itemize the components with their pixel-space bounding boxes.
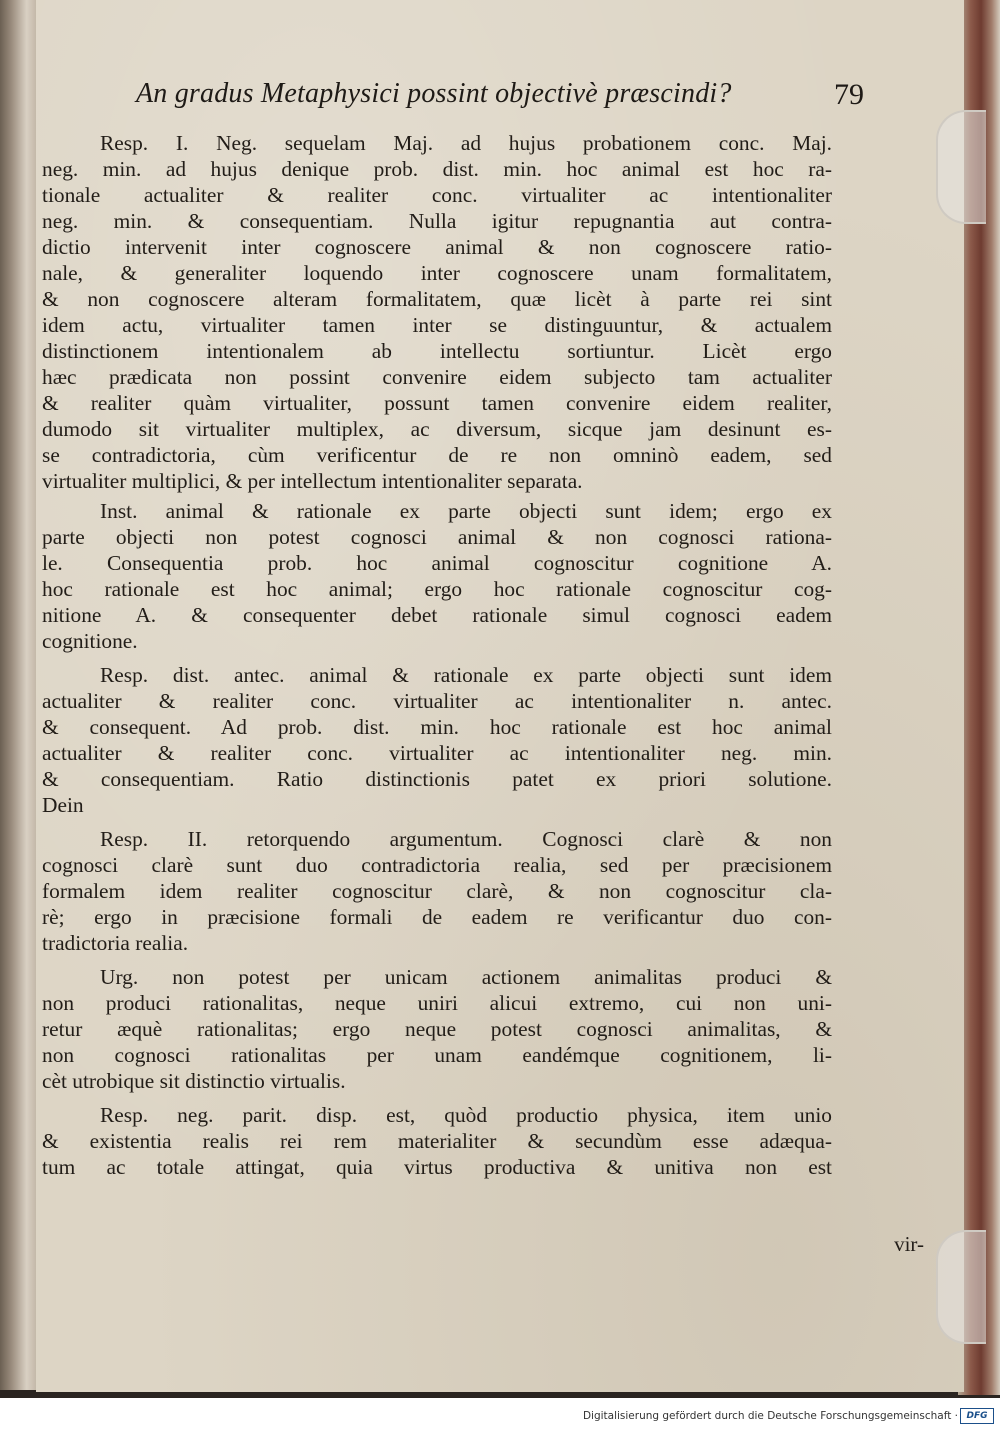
text-line: virtualiter multiplici, & per intellectum intentionaliter separata. bbox=[42, 469, 583, 493]
page-clip-bottom bbox=[936, 1230, 986, 1344]
text-line: tum ac totale attingat, quia virtus productiva & unitiva non est bbox=[42, 1155, 832, 1179]
catchword: vir- bbox=[894, 1232, 924, 1256]
running-title: An gradus Metaphysici possint objectivè præscindi? bbox=[136, 78, 732, 109]
text-line: retur æquè rationalitas; ergo neque potest cognosci animalitas, & bbox=[42, 1017, 832, 1041]
text-line: nitione A. & consequenter debet rationale simul cognosci eadem bbox=[42, 603, 832, 627]
text-line: non cognosci rationalitas per unam eandémque cognitionem, li- bbox=[42, 1043, 832, 1067]
text-line: non produci rationalitas, neque uniri alicui extremo, cui non uni- bbox=[42, 991, 832, 1015]
dfg-logo-icon: DFG bbox=[960, 1408, 994, 1424]
text-line: dumodo sit virtualiter multiplex, ac diversum, sicque jam desinunt es- bbox=[42, 417, 832, 441]
text-line: neg. min. ad hujus denique prob. dist. min. hoc animal est hoc ra- bbox=[42, 157, 832, 181]
text-line: le. Consequentia prob. hoc animal cognoscitur cognitione A. bbox=[42, 551, 832, 575]
text-line: Dein bbox=[42, 793, 84, 817]
text-line: & consequentiam. Ratio distinctionis patet ex priori solutione. bbox=[42, 767, 832, 791]
text-line: Resp. II. retorquendo argumentum. Cognosci clarè & non bbox=[100, 827, 832, 851]
page-header bbox=[136, 78, 864, 118]
page-number: 79 bbox=[834, 78, 864, 111]
page-clip-top bbox=[936, 110, 986, 224]
text-line: Urg. non potest per unicam actionem animalitas produci & bbox=[100, 965, 832, 989]
body-text bbox=[42, 130, 832, 1180]
text-line: se contradictoria, cùm verificentur de re non omninò eadem, sed bbox=[42, 443, 832, 467]
text-line: parte objecti non potest cognosci animal & non cognosci rationa- bbox=[42, 525, 832, 549]
text-line: Inst. animal & rationale ex parte objecti sunt idem; ergo ex bbox=[100, 499, 832, 523]
text-line: distinctionem intentionalem ab intellectu sortiuntur. Licèt ergo bbox=[42, 339, 832, 363]
previous-page-edge bbox=[0, 0, 38, 1390]
text-line: Resp. dist. antec. animal & rationale ex parte objecti sunt idem bbox=[100, 663, 832, 687]
book-page bbox=[36, 0, 964, 1392]
text-line: Resp. I. Neg. sequelam Maj. ad hujus probationem conc. Maj. bbox=[100, 131, 832, 155]
funding-credit: Digitalisierung gefördert durch die Deutsche Forschungsgemeinschaft · bbox=[582, 1410, 958, 1422]
text-line: nale, & generaliter loquendo inter cognoscere unam formalitatem, bbox=[42, 261, 832, 285]
text-line: & existentia realis rei rem materialiter & secundùm esse adæqua- bbox=[42, 1129, 832, 1153]
text-line: rè; ergo in præcisione formali de eadem re verificantur duo con- bbox=[42, 905, 832, 929]
text-line: cognosci clarè sunt duo contradictoria realia, sed per præcisionem bbox=[42, 853, 832, 877]
text-line: hoc rationale est hoc animal; ergo hoc rationale cognoscitur cog- bbox=[42, 577, 832, 601]
text-line: tradictoria realia. bbox=[42, 931, 189, 955]
text-line: hæc prædicata non possint convenire eidem subjecto tam actualiter bbox=[42, 365, 832, 389]
text-line: & consequent. Ad prob. dist. min. hoc rationale est hoc animal bbox=[42, 715, 832, 739]
text-line: actualiter & realiter conc. virtualiter ac intentionaliter n. antec. bbox=[42, 689, 832, 713]
text-line: neg. min. & consequentiam. Nulla igitur repugnantia aut contra- bbox=[42, 209, 832, 233]
text-line: tionale actualiter & realiter conc. virtualiter ac intentionaliter bbox=[42, 183, 832, 207]
text-line: idem actu, virtualiter tamen inter se distinguuntur, & actualem bbox=[42, 313, 832, 337]
text-line: cognitione. bbox=[42, 629, 138, 653]
text-line: actualiter & realiter conc. virtualiter ac intentionaliter neg. min. bbox=[42, 741, 832, 765]
text-line: Resp. neg. parit. disp. est, quòd productio physica, item unio bbox=[100, 1103, 832, 1127]
text-line: dictio intervenit inter cognoscere animal & non cognoscere ratio- bbox=[42, 235, 832, 259]
text-line: cèt utrobique sit distinctio virtualis. bbox=[42, 1069, 346, 1093]
text-line: & realiter quàm virtualiter, possunt tamen convenire eidem realiter, bbox=[42, 391, 832, 415]
text-line: formalem idem realiter cognoscitur clarè, & non cognoscitur cla- bbox=[42, 879, 832, 903]
footer-bar bbox=[0, 1398, 1000, 1430]
text-line: & non cognoscere alteram formalitatem, quæ licèt à parte rei sint bbox=[42, 287, 832, 311]
